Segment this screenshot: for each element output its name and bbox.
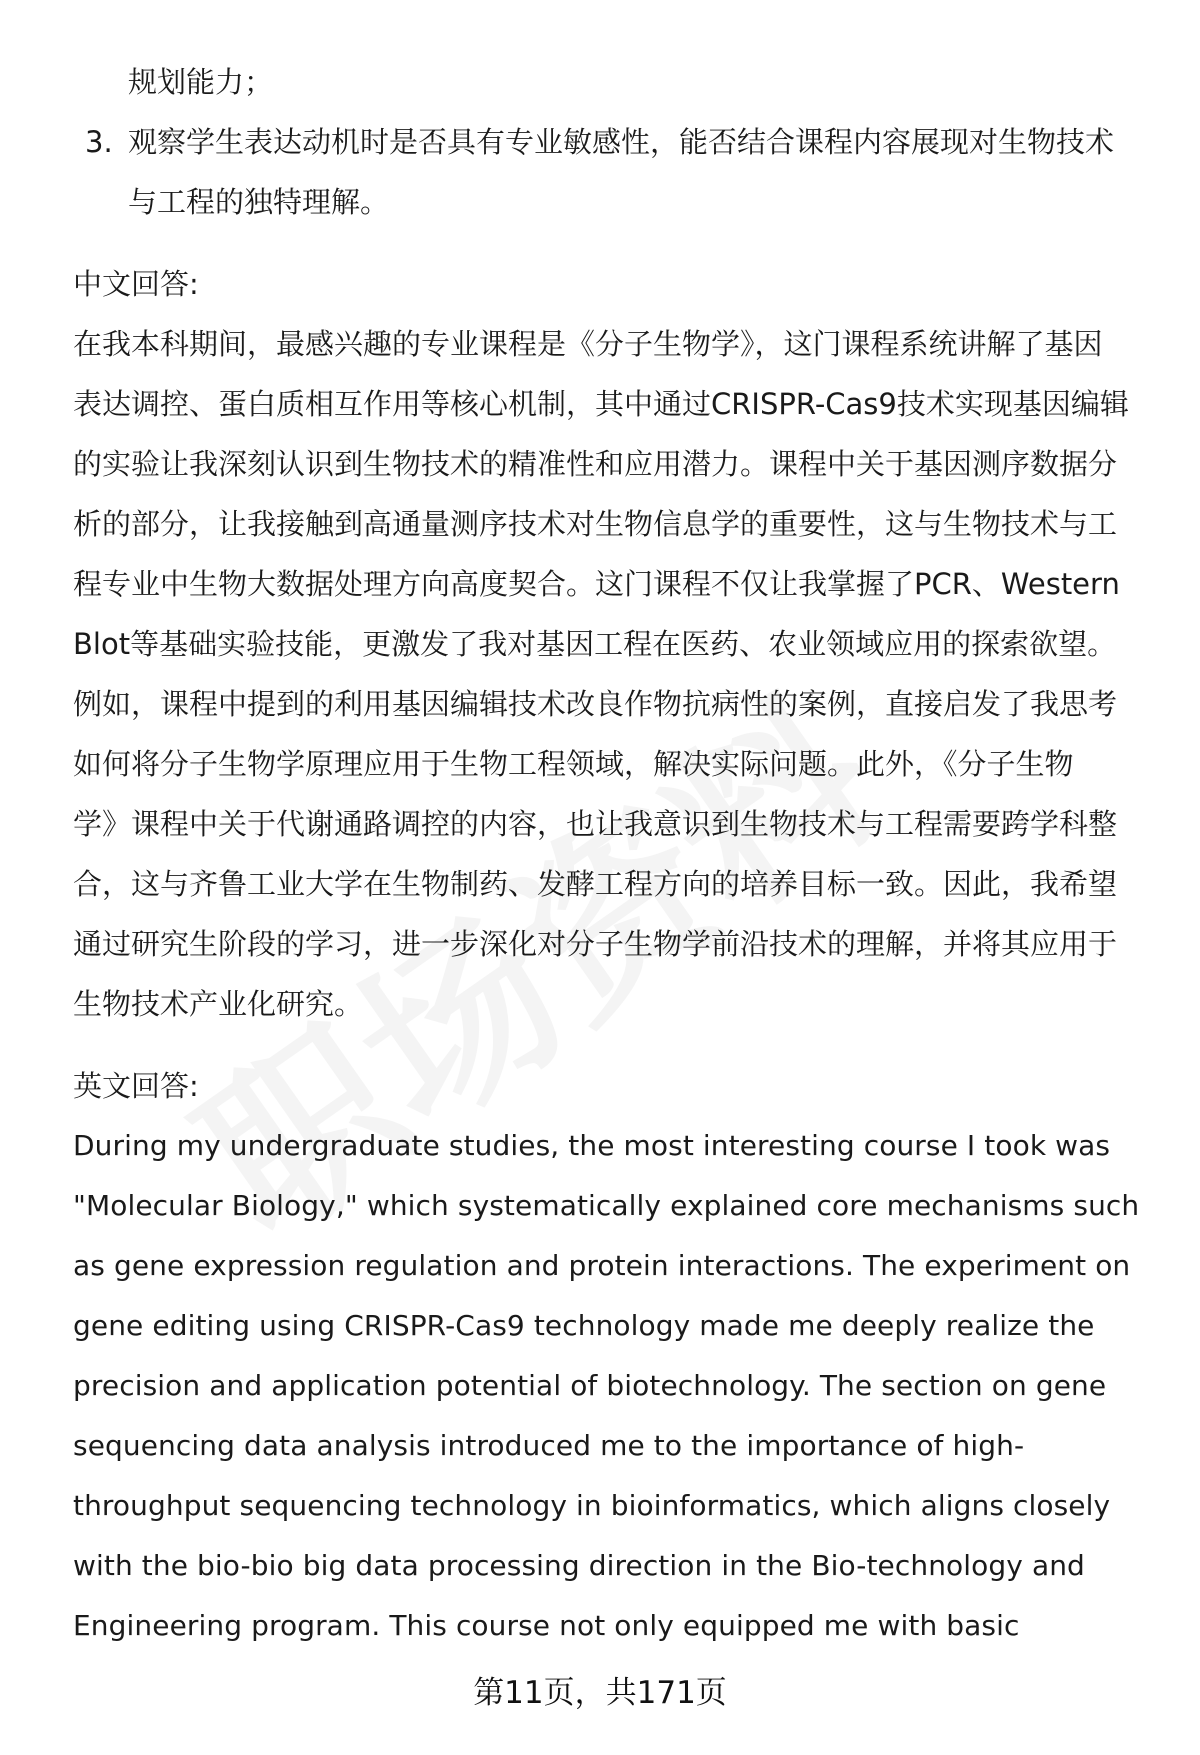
paragraph-line: 表达调控、蛋白质相互作用等核心机制，其中通过CRISPR-Cas9技术实现基因编辑 (73, 387, 1129, 421)
paragraph-line: 程专业中生物大数据处理方向高度契合。这门课程不仅让我掌握了PCR、Western (73, 567, 1120, 601)
paragraph-line: 例如，课程中提到的利用基因编辑技术改良作物抗病性的案例，直接启发了我思考 (73, 687, 1118, 721)
english-answer-paragraph (73, 1116, 1153, 1656)
paragraph-line: precision and application potential of biotechnology. The section on gene (73, 1369, 1107, 1402)
paragraph-line: as gene expression regulation and protein interactions. The experiment on (73, 1249, 1131, 1282)
list-item-continuation: 规划能力； (128, 65, 274, 99)
paragraph-line: sequencing data analysis introduced me to the importance of high- (73, 1429, 1025, 1462)
paragraph-line: with the bio-bio big data processing direction in the Bio-technology and (73, 1549, 1085, 1582)
paragraph-line: 的实验让我深刻认识到生物技术的精准性和应用潜力。课程中关于基因测序数据分 (73, 447, 1118, 481)
list-item-3-continuation: 与工程的独特理解。 (128, 185, 390, 219)
list-number: 3. (85, 125, 113, 159)
paragraph-line: 生物技术产业化研究。 (73, 987, 364, 1021)
list-item-3 (73, 112, 1153, 172)
page-number-footer: 第11页，共171页 (473, 1675, 727, 1711)
english-answer-heading: 英文回答: (73, 1069, 199, 1103)
list-item-text: 观察学生表达动机时是否具有专业敏感性，能否结合课程内容展现对生物技术 (128, 125, 1115, 159)
paragraph-line: During my undergraduate studies, the most interesting course I took was (73, 1129, 1111, 1162)
paragraph-line: Engineering program. This course not only equipped me with basic (73, 1609, 1020, 1642)
paragraph-line: 在我本科期间，最感兴趣的专业课程是《分子生物学》，这门课程系统讲解了基因 (73, 327, 1103, 361)
chinese-answer-heading: 中文回答: (73, 267, 199, 301)
paragraph-line: "Molecular Biology," which systematically explained core mechanisms such (73, 1189, 1140, 1222)
paragraph-line: throughput sequencing technology in bioinformatics, which aligns closely (73, 1489, 1111, 1522)
paragraph-line: 合，这与齐鲁工业大学在生物制药、发酵工程方向的培养目标一致。因此，我希望 (73, 867, 1118, 901)
paragraph-line: 学》课程中关于代谢通路调控的内容，也让我意识到生物技术与工程需要跨学科整 (73, 807, 1118, 841)
page-content (73, 52, 1153, 1656)
paragraph-line: gene editing using CRISPR-Cas9 technology made me deeply realize the (73, 1309, 1095, 1342)
paragraph-line: Blot等基础实验技能，更激发了我对基因工程在医药、农业领域应用的探索欲望。 (73, 627, 1117, 661)
paragraph-line: 通过研究生阶段的学习，进一步深化对分子生物学前沿技术的理解，并将其应用于 (73, 927, 1118, 961)
paragraph-line: 析的部分，让我接触到高通量测序技术对生物信息学的重要性，这与生物技术与工 (73, 507, 1118, 541)
paragraph-line: 如何将分子生物学原理应用于生物工程领域，解决实际问题。此外，《分子生物 (73, 747, 1074, 781)
chinese-answer-paragraph (73, 314, 1153, 1034)
